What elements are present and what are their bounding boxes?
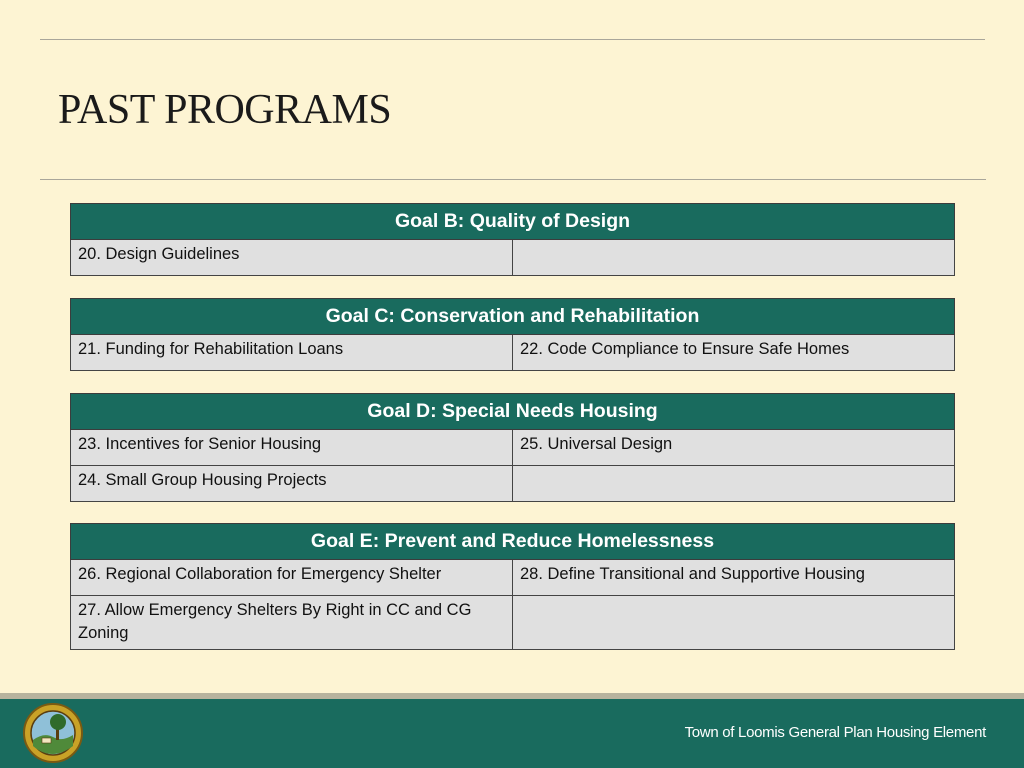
- program-cell: 28. Define Transitional and Supportive Housing: [513, 560, 955, 596]
- table-row: [71, 466, 955, 502]
- program-cell: 21. Funding for Rehabilitation Loans: [71, 335, 513, 371]
- program-cell: 22. Code Compliance to Ensure Safe Homes: [513, 335, 955, 371]
- program-cell: 27. Allow Emergency Shelters By Right in CC and CG Zoning: [71, 596, 513, 650]
- top-divider: [40, 39, 985, 40]
- program-cell: 20. Design Guidelines: [71, 240, 513, 276]
- table-row: [71, 596, 955, 650]
- page-title: PAST PROGRAMS: [58, 87, 392, 133]
- goal-b-table: [70, 203, 955, 276]
- table-row: [71, 430, 955, 466]
- goal-c-heading: Goal C: Conservation and Rehabilitation: [71, 299, 955, 335]
- program-cell: 26. Regional Collaboration for Emergency Shelter: [71, 560, 513, 596]
- program-cell: 25. Universal Design: [513, 430, 955, 466]
- program-cell: [513, 596, 955, 650]
- program-cell: [513, 466, 955, 502]
- goal-c-table: [70, 298, 955, 371]
- goal-d-table: [70, 393, 955, 502]
- goal-b-heading: Goal B: Quality of Design: [71, 204, 955, 240]
- footer-label: Town of Loomis General Plan Housing Element: [684, 724, 986, 741]
- program-cell: [513, 240, 955, 276]
- town-seal-logo-icon: [22, 702, 84, 764]
- table-row: [71, 335, 955, 371]
- goal-d-heading: Goal D: Special Needs Housing: [71, 394, 955, 430]
- table-row: [71, 240, 955, 276]
- footer-bar: [0, 699, 1024, 768]
- program-cell: 23. Incentives for Senior Housing: [71, 430, 513, 466]
- goal-e-table: [70, 523, 955, 650]
- table-row: [71, 560, 955, 596]
- goal-e-heading: Goal E: Prevent and Reduce Homelessness: [71, 524, 955, 560]
- program-cell: 24. Small Group Housing Projects: [71, 466, 513, 502]
- title-divider: [40, 179, 986, 180]
